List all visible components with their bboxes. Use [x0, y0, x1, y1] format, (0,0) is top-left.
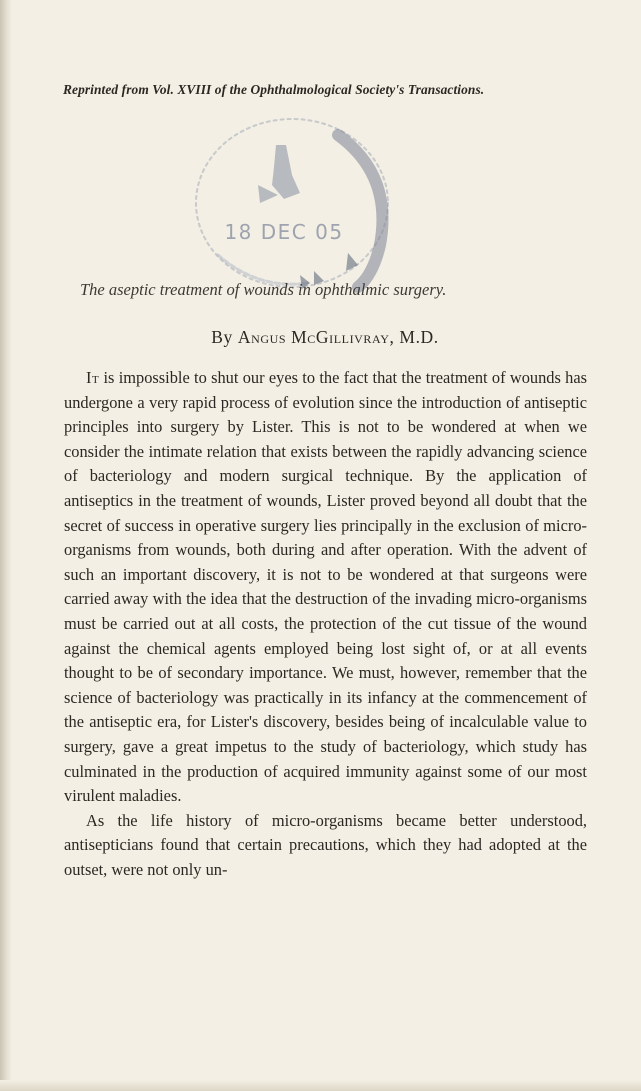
paragraph-text: As the life history of micro-organisms became better understood, antisepticians found that certain precautions, which they had adopted at the outset, were not only un- [64, 810, 587, 879]
byline-prefix: By [211, 327, 233, 347]
stamp-emblem-icon [258, 145, 300, 203]
author-name: Angus McGillivray [237, 327, 390, 347]
author-degree: , M.D. [389, 327, 439, 347]
library-stamp [188, 115, 400, 305]
stamp-date: 18 DEC 05 [224, 220, 344, 244]
article-title: The aseptic treatment of wounds in ophthalmic surgery. [80, 280, 447, 299]
byline [90, 327, 560, 348]
paragraph [64, 809, 587, 883]
paragraph-lead: It [86, 368, 100, 387]
paragraph [64, 366, 587, 809]
paragraph-text: is impossible to shut our eyes to the fact that the treatment of wounds has undergone a very rapid process of evolution since the introduction of antiseptic principles into surgery by Lister. This is not to be wondered at when we consider the intimate relation that exists between the rapidly advancing science of bacteriology and modern surgical technique. By the application of antiseptics in the treatment of wounds, Lister proved beyond all doubt that the secret of success in operative surgery lies principally in the exclusion of micro-organisms from wounds, both during and after operation. With the advent of such an important discovery, it is not to be wondered at that surgeons were carried away with the idea that the destruction of the invading micro-organisms must be carried out at all costs, the protection of the cut tissue of the wound against the chemical agents employed being lost sight of, or at all events thought to be of secondary importance. We must, however, remember that the science of bacteriology was practically in its infancy at the commencement of the antiseptic era, for Lister's discovery, besides being of incalculable value to surgery, gave a great impetus to the study of bacteriology, which study has culminated in the production of acquired immunity against some of our most virulent maladies. [64, 368, 587, 806]
reprint-header: Reprinted from Vol. XVIII of the Ophthalmological Society's Transactions. [63, 82, 485, 97]
article-body [64, 366, 587, 882]
stamp-right-band [338, 135, 382, 287]
page-edge-bottom [0, 1080, 641, 1091]
page-edge [0, 0, 12, 1091]
